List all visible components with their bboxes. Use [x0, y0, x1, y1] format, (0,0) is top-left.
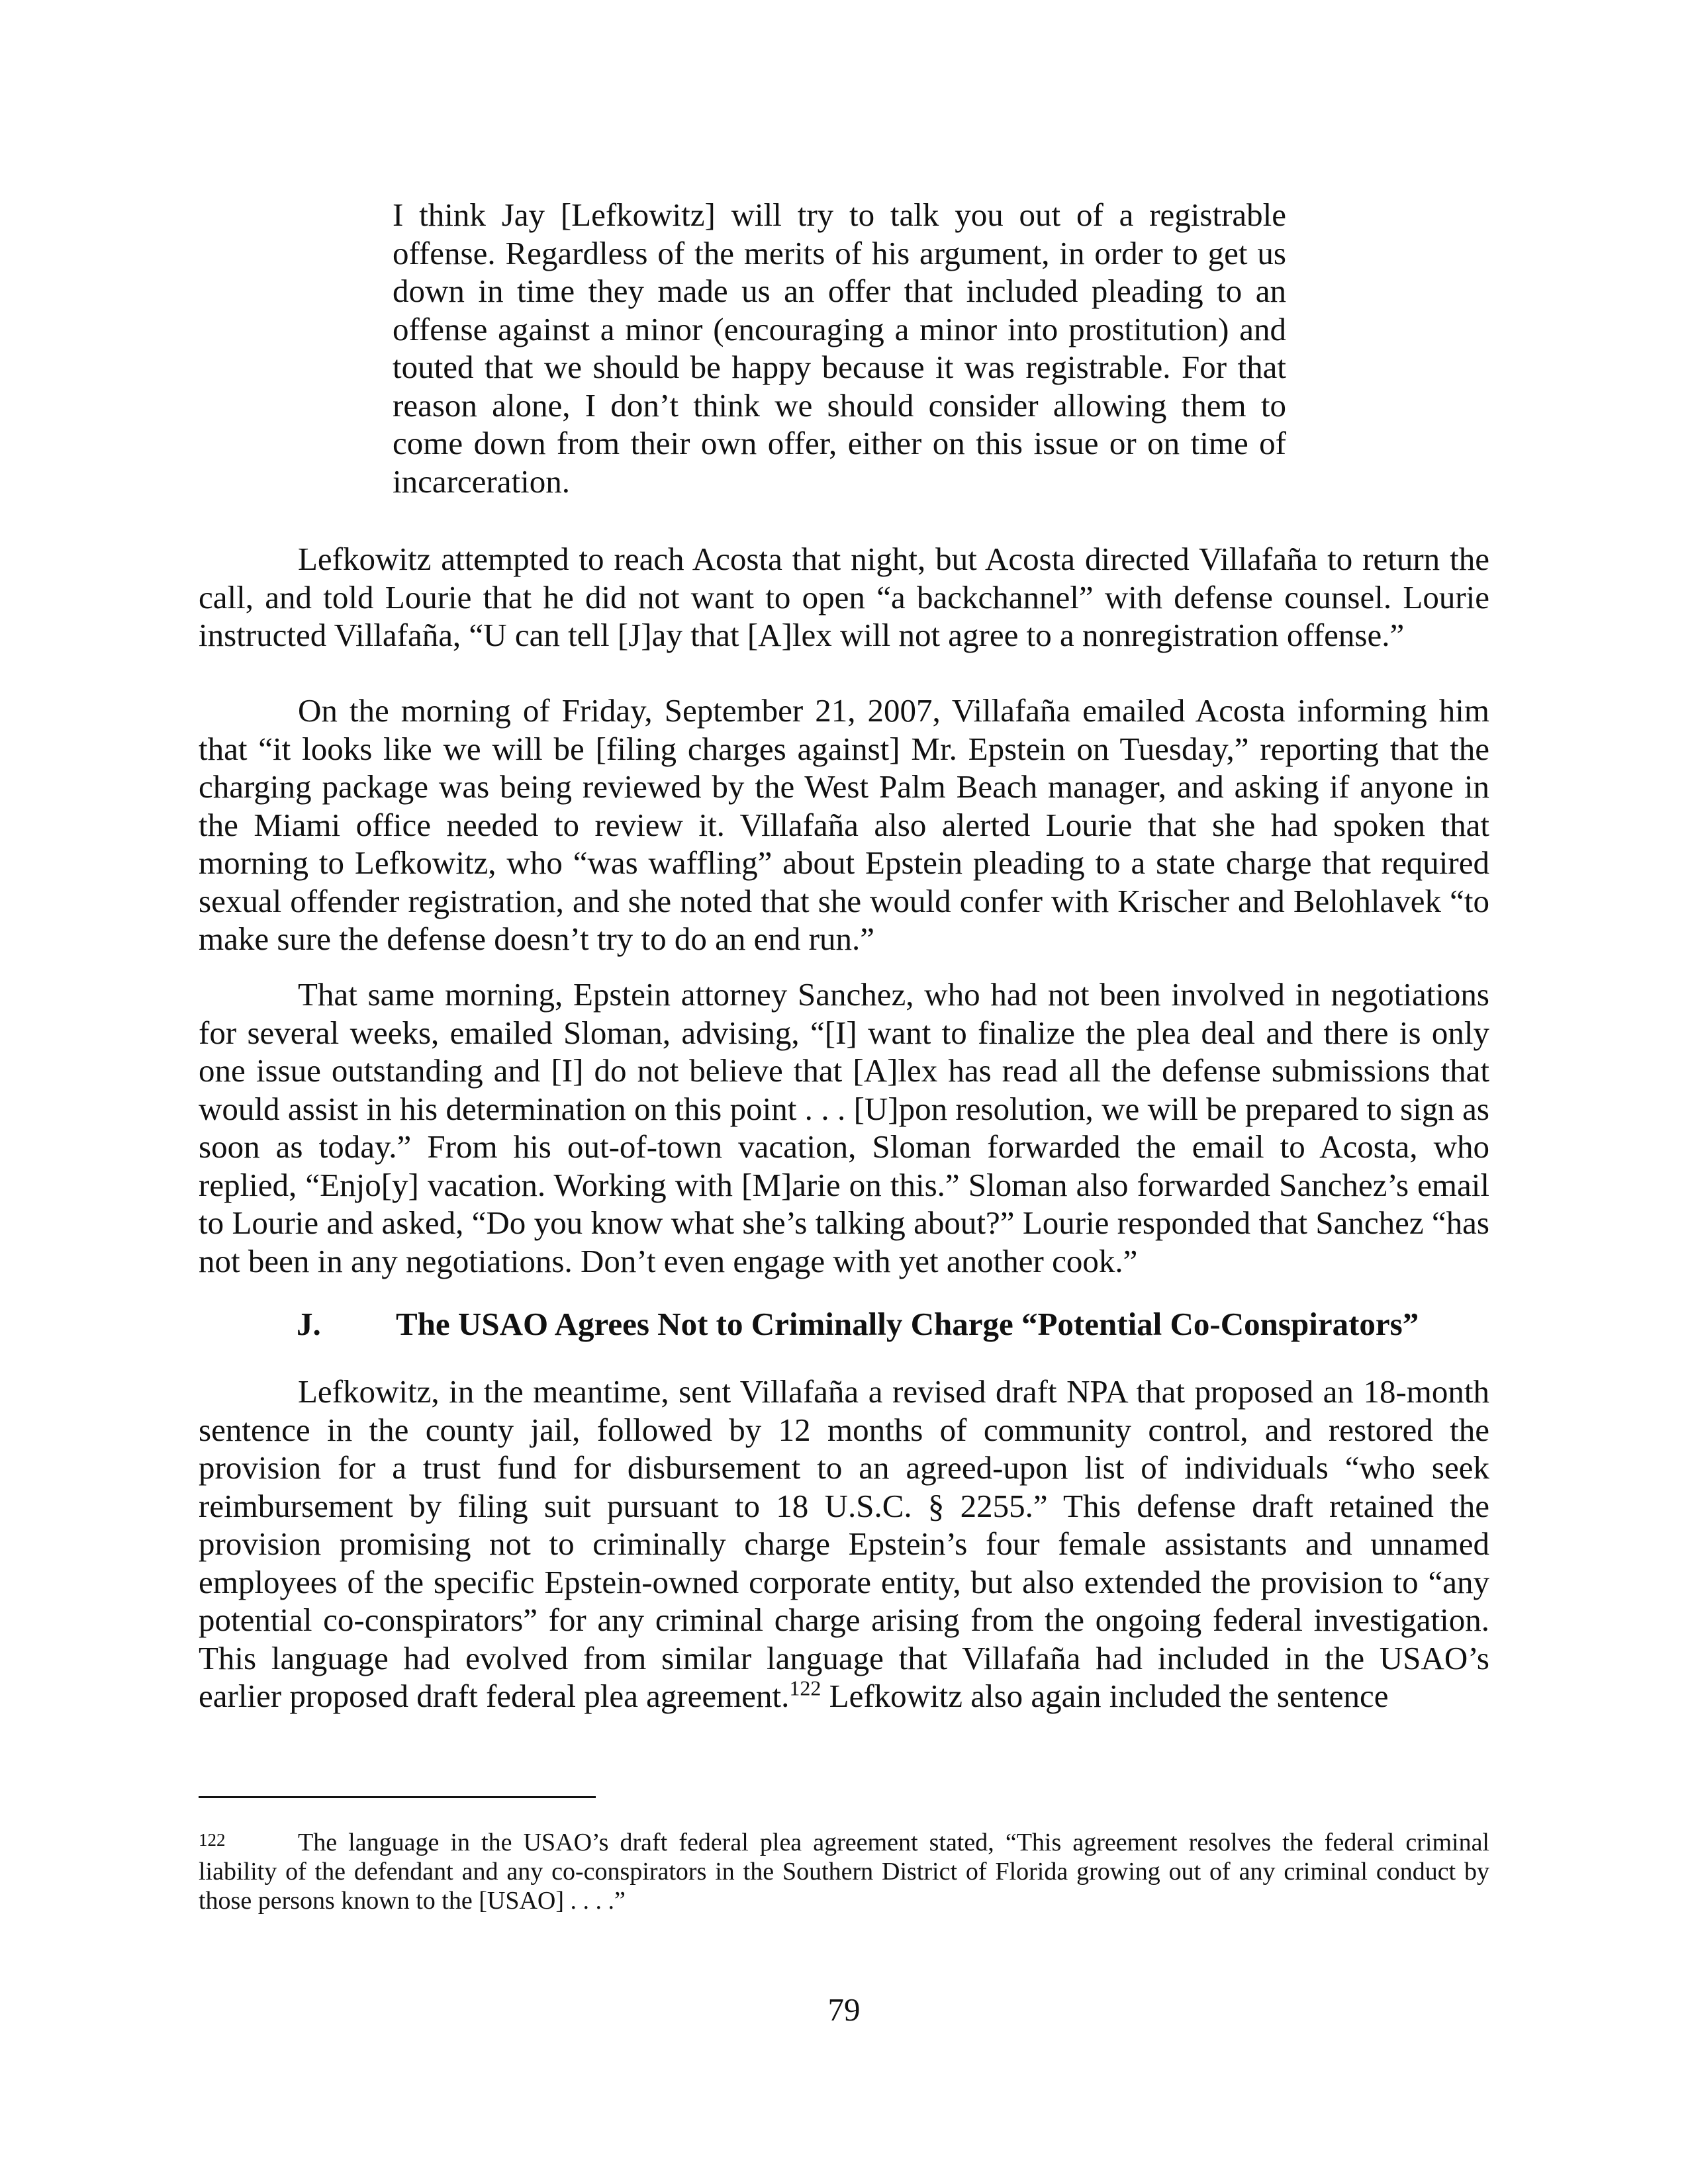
paragraph-sanchez-email: That same morning, Epstein attorney Sanchez, who had not been involved in negotiations for several weeks, emailed Sloman, advising, “[I] want to finalize the plea deal and there is only one issue outstanding and [I] do not believe that [A]lex has read all the defense submissions that would assist in his determination on this point . . . [U]pon resolution, we will be prepared to sign as soon as today.” From his out-of-town vacation, Sloman forwarded the email to Acosta, who replied, “Enjo[y] vacation. Working with [M]arie on this.” Sloman also forwarded Sanchez’s email to Lourie and asked, “Do you know what she’s talking about?” Lourie responded that Sanchez “has not been in any negotiations. Don’t even engage with yet another cook.”	[199, 976, 1489, 1279]
paragraph-lefkowitz-call: Lefkowitz attempted to reach Acosta that night, but Acosta directed Villafaña to return the call, and told Lourie that he did not want to open “a backchannel” with defense counsel. Lourie instructed Villafaña, “U can tell [J]ay that [A]lex will not agree to a nonregistration offense.”	[199, 541, 1489, 653]
page-number: 79	[827, 1991, 861, 2028]
section-letter: J.	[297, 1306, 321, 1342]
footnote	[199, 1828, 1489, 1915]
paragraph-september-21: On the morning of Friday, September 21, 2007, Villafaña emailed Acosta informing him that “it looks like we will be [filing charges against] Mr. Epstein on Tuesday,” reporting that the charging package was being reviewed by the West Palm Beach manager, and asking if anyone in the Miami office needed to review it. Villafaña also alerted Lourie that she had spoken that morning to Lefkowitz, who “was waffling” about Epstein pleading to a state charge that required sexual offender registration, and she noted that she would confer with Krischer and Belohlavek “to make sure the defense doesn’t try to do an end run.”	[199, 692, 1489, 957]
footnote-reference[interactable]: 122	[789, 1676, 821, 1700]
paragraph-revised-draft	[199, 1373, 1489, 1715]
footnote-number: 122	[199, 1830, 226, 1850]
block-quote: I think Jay [Lefkowitz] will try to talk you out of a registrable offense. Regardless of the merits of his argument, in order to get us down in time they made us an offer that included pleading to an offense against a minor (encouraging a minor into prostitution) and touted that we should be happy because it was registrable. For that reason alone, I don’t think we should consider allowing them to come down from their own offer, either on this issue or on time of incarceration.	[393, 197, 1286, 500]
section-heading	[297, 1305, 1419, 1343]
footnote-text: The language in the USAO’s draft federal plea agreement stated, “This agreement resolves the federal criminal liability of the defendant and any co-conspirators in the Southern District of Florida growing out of any criminal conduct by those persons known to the [USAO] . . . .”	[199, 1829, 1489, 1915]
paragraph-revised-draft-tail: Lefkowitz also again included the sentence	[821, 1678, 1389, 1714]
footnote-divider	[199, 1796, 596, 1798]
section-title: The USAO Agrees Not to Criminally Charge “Potential Co-Conspirators”	[396, 1306, 1419, 1342]
paragraph-revised-draft-text: Lefkowitz, in the meantime, sent Villafaña a revised draft NPA that proposed an 18-month sentence in the county jail, followed by 12 months of community control, and restored the provision for a trust fund for disbursement to an agreed-upon list of individuals “who seek reimbursement by filing suit pursuant to 18 U.S.C. § 2255.” This defense draft retained the provision promising not to criminally charge Epstein’s four female assistants and unnamed employees of the specific Epstein-owned corporate entity, but also extended the provision to “any potential co-conspirators” for any criminal charge arising from the ongoing federal investigation. This language had evolved from similar language that Villafaña had included in the USAO’s earlier proposed draft federal plea agreement.	[199, 1373, 1489, 1714]
